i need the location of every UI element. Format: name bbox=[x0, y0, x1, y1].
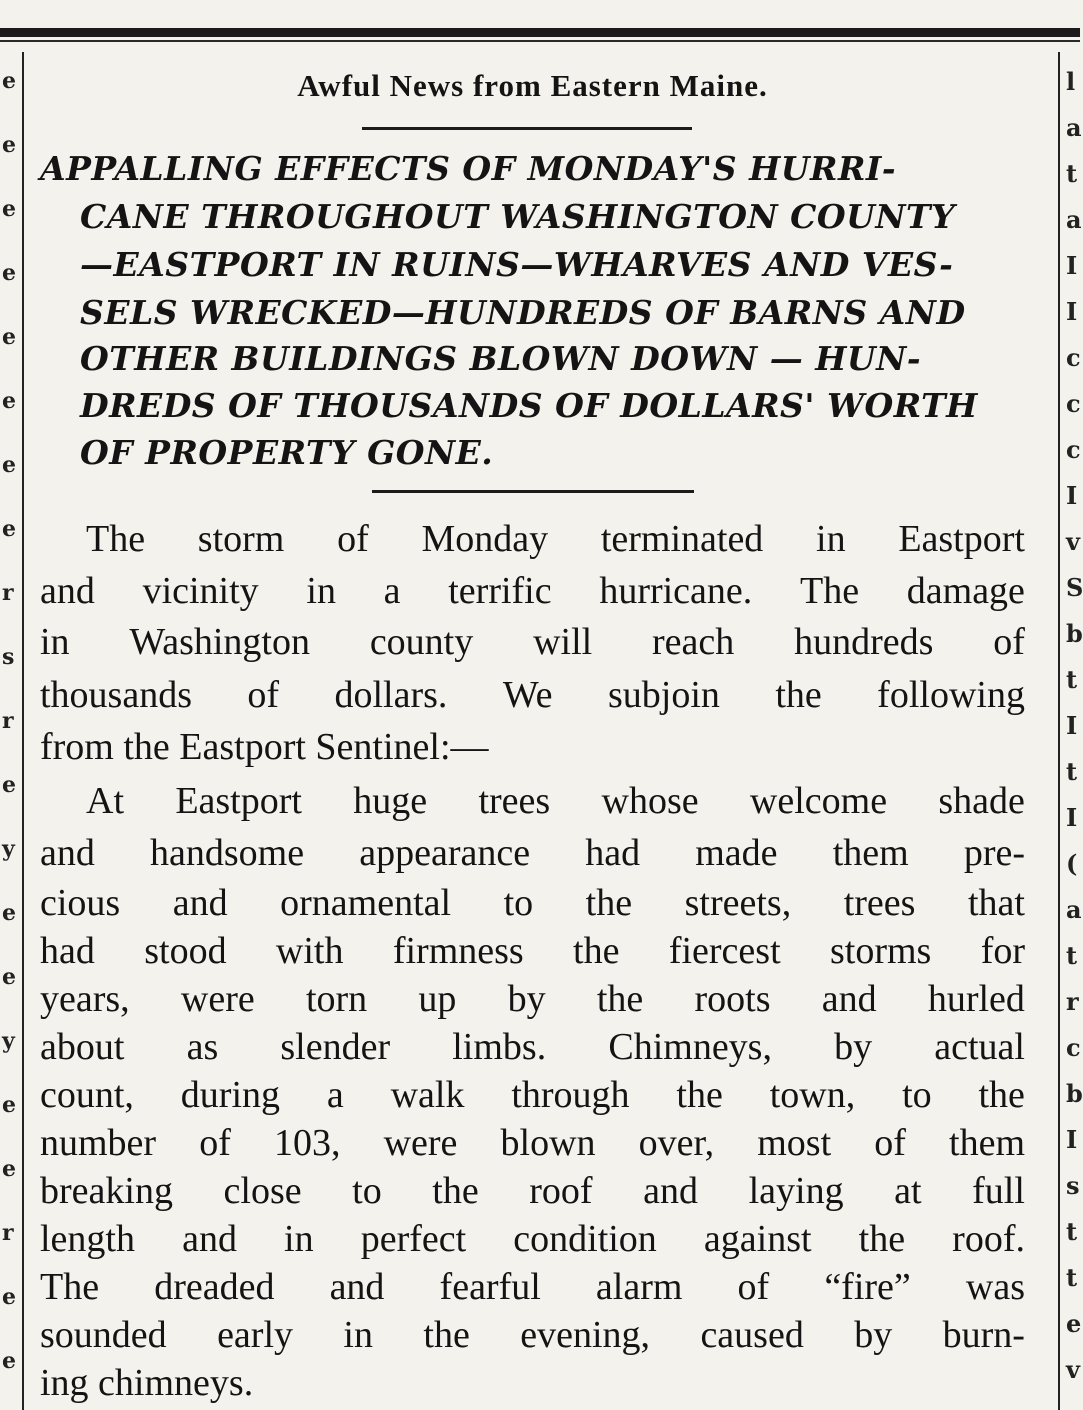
subhead-line: DREDS OF THOUSANDS OF DOLLARS' WORTH bbox=[80, 386, 978, 425]
left-column-fragments bbox=[0, 60, 18, 1410]
body-line: years, were torn up by the roots and hurled bbox=[40, 978, 1025, 1020]
left-fragment-glyph: r bbox=[2, 1220, 14, 1246]
top-border-rule-thin bbox=[0, 40, 1080, 42]
left-fragment-glyph: e bbox=[2, 772, 16, 798]
right-fragment-glyph: I bbox=[1066, 711, 1078, 740]
left-fragment-glyph: e bbox=[2, 196, 16, 222]
article-headline: Awful News from Eastern Maine. bbox=[297, 68, 768, 103]
left-fragment-glyph: e bbox=[2, 260, 16, 286]
right-fragment-glyph: e bbox=[1066, 1309, 1082, 1338]
body-line: At Eastport huge trees whose welcome shade bbox=[86, 780, 1025, 822]
right-fragment-glyph: I bbox=[1066, 1125, 1078, 1154]
left-fragment-glyph: e bbox=[2, 1092, 16, 1118]
left-fragment-glyph: e bbox=[2, 900, 16, 926]
right-fragment-glyph: l bbox=[1066, 67, 1076, 96]
left-fragment-glyph: e bbox=[2, 324, 16, 350]
left-fragment-glyph: e bbox=[2, 1156, 16, 1182]
right-fragment-glyph: c bbox=[1066, 389, 1081, 418]
right-fragment-glyph: r bbox=[1066, 987, 1079, 1016]
subhead-line: OF PROPERTY GONE. bbox=[80, 433, 494, 472]
body-line: number of 103, were blown over, most of them bbox=[40, 1122, 1025, 1164]
right-fragment-glyph: c bbox=[1066, 1033, 1081, 1062]
left-fragment-glyph: e bbox=[2, 1284, 16, 1310]
right-fragment-glyph: t bbox=[1066, 757, 1078, 786]
body-line: The dreaded and fearful alarm of “fire” was bbox=[40, 1266, 1025, 1308]
right-fragment-glyph: a bbox=[1066, 895, 1082, 924]
top-border-rule bbox=[0, 28, 1080, 37]
right-fragment-glyph: v bbox=[1066, 527, 1080, 556]
subhead-rule bbox=[372, 490, 694, 493]
right-fragment-glyph: a bbox=[1066, 113, 1082, 142]
body-line: thousands of dollars. We subjoin the following bbox=[40, 674, 1025, 716]
body-line: in Washington county will reach hundreds of bbox=[40, 621, 1025, 663]
body-line: count, during a walk through the town, to the bbox=[40, 1074, 1025, 1116]
left-fragment-glyph: e bbox=[2, 1348, 16, 1374]
left-fragment-glyph: r bbox=[2, 708, 14, 734]
right-fragment-glyph: b bbox=[1066, 619, 1083, 648]
subhead-line: SELS WRECKED—HUNDREDS OF BARNS AND bbox=[80, 293, 966, 332]
body-line: had stood with firmness the fiercest storms for bbox=[40, 930, 1025, 972]
left-fragment-glyph: e bbox=[2, 964, 16, 990]
right-fragment-glyph: a bbox=[1066, 205, 1082, 234]
body-line: cious and ornamental to the streets, trees that bbox=[40, 882, 1025, 924]
right-fragment-glyph: t bbox=[1066, 1217, 1078, 1246]
right-fragment-glyph: ( bbox=[1066, 849, 1078, 878]
right-fragment-glyph: v bbox=[1066, 1355, 1080, 1384]
right-fragment-glyph: I bbox=[1066, 803, 1078, 832]
body-line: ing chimneys. bbox=[40, 1362, 254, 1404]
right-column-fragments bbox=[1064, 60, 1083, 1410]
right-fragment-glyph: c bbox=[1066, 343, 1081, 372]
right-fragment-glyph: t bbox=[1066, 665, 1078, 694]
left-fragment-glyph: r bbox=[2, 580, 14, 606]
body-line: and vicinity in a terrific hurricane. The damage bbox=[40, 570, 1025, 612]
body-line: breaking close to the roof and laying at full bbox=[40, 1170, 1025, 1212]
body-line: about as slender limbs. Chimneys, by actual bbox=[40, 1026, 1025, 1068]
body-line: from the Eastport Sentinel:— bbox=[40, 726, 489, 768]
body-line: and handsome appearance had made them pre- bbox=[40, 832, 1025, 874]
left-fragment-glyph: e bbox=[2, 516, 16, 542]
right-fragment-glyph: I bbox=[1066, 481, 1078, 510]
right-fragment-glyph: s bbox=[1066, 1171, 1080, 1200]
left-fragment-glyph: e bbox=[2, 452, 16, 478]
headline-rule bbox=[362, 127, 692, 130]
body-line: length and in perfect condition against the roof. bbox=[40, 1218, 1025, 1260]
left-fragment-glyph: s bbox=[2, 644, 15, 670]
right-fragment-glyph: b bbox=[1066, 1079, 1083, 1108]
subhead-line: —EASTPORT IN RUINS—WHARVES AND VES- bbox=[80, 245, 954, 284]
right-fragment-glyph: I bbox=[1066, 297, 1078, 326]
right-fragment-glyph: t bbox=[1066, 1263, 1078, 1292]
right-column-rule bbox=[1058, 52, 1060, 1410]
subhead-line: CANE THROUGHOUT WASHINGTON COUNTY bbox=[80, 197, 956, 236]
left-fragment-glyph: e bbox=[2, 388, 16, 414]
left-column-rule bbox=[22, 52, 24, 1410]
right-fragment-glyph: S bbox=[1066, 573, 1083, 602]
right-fragment-glyph: t bbox=[1066, 941, 1078, 970]
left-fragment-glyph: e bbox=[2, 132, 16, 158]
body-line: sounded early in the evening, caused by burn- bbox=[40, 1314, 1025, 1356]
right-fragment-glyph: t bbox=[1066, 159, 1078, 188]
body-line: The storm of Monday terminated in Eastport bbox=[86, 518, 1025, 560]
subhead-line: APPALLING EFFECTS OF MONDAY'S HURRI- bbox=[40, 149, 897, 188]
left-fragment-glyph: e bbox=[2, 68, 16, 94]
subhead-line: OTHER BUILDINGS BLOWN DOWN — HUN- bbox=[80, 339, 922, 378]
right-fragment-glyph: I bbox=[1066, 251, 1078, 280]
left-fragment-glyph: y bbox=[2, 1028, 15, 1054]
left-fragment-glyph: y bbox=[2, 836, 15, 862]
right-fragment-glyph: c bbox=[1066, 435, 1081, 464]
